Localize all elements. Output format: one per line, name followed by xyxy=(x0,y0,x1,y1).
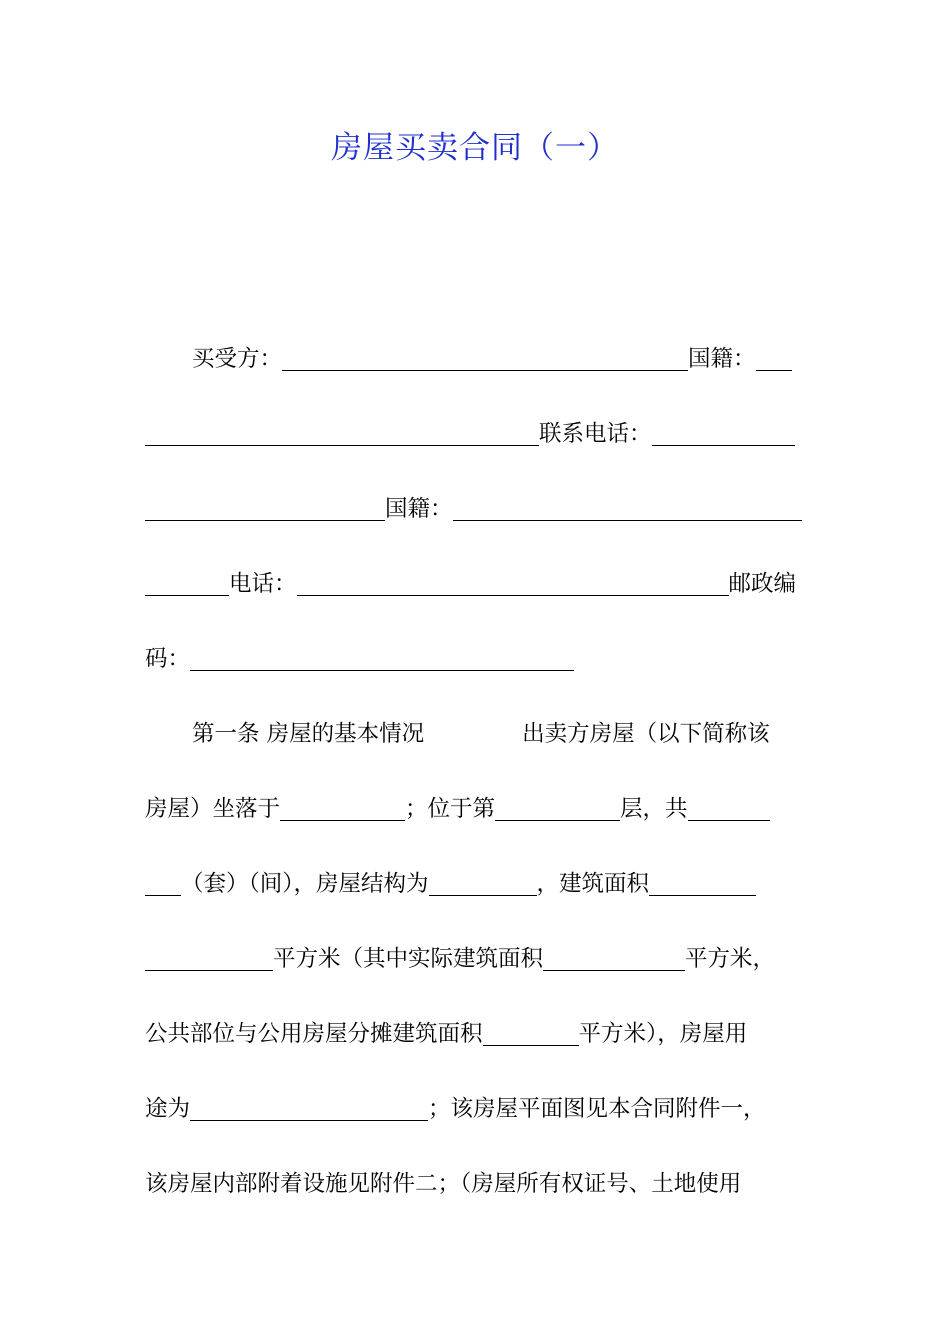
postal-code-line xyxy=(145,639,806,679)
postal-code-blank xyxy=(190,639,574,671)
total-blank xyxy=(688,789,770,821)
article-one-text: 出卖方房屋（以下简称该 xyxy=(522,721,770,747)
postal-label: 邮政编 xyxy=(728,571,797,597)
address-blank xyxy=(145,414,539,446)
phone-blank xyxy=(297,564,729,596)
area-detail-line xyxy=(145,939,806,979)
phone-label: 电话： xyxy=(229,571,297,597)
usage-blank xyxy=(190,1089,428,1121)
shared-area-label: 公共部位与公用房屋分摊建筑面积 xyxy=(145,1021,483,1047)
shared-area-blank xyxy=(483,1014,579,1046)
structure-blank xyxy=(429,864,537,896)
postal-label-end: 码： xyxy=(145,646,191,672)
nationality-line xyxy=(145,489,806,529)
units-blank xyxy=(145,864,181,896)
nationality-blank-2 xyxy=(453,489,802,521)
usage-label-end: 途为 xyxy=(145,1096,191,1122)
seller-name-blank xyxy=(145,489,385,521)
floor-plan-text: ；该房屋平面图见本合同附件一， xyxy=(428,1096,766,1122)
nationality-label: 国籍： xyxy=(688,346,756,372)
area-blank xyxy=(649,864,756,896)
actual-area-label: 平方米（其中实际建筑面积 xyxy=(273,946,544,972)
phone-prefix-blank xyxy=(145,564,229,596)
shared-area-line xyxy=(145,1014,806,1054)
contact-phone-blank xyxy=(652,414,795,446)
phone-line xyxy=(145,564,806,604)
nationality-label-2: 国籍： xyxy=(385,496,453,522)
usage-label: 平方米），房屋用 xyxy=(578,1021,748,1047)
actual-area-blank xyxy=(543,939,685,971)
location-label: 房屋）坐落于 xyxy=(145,796,281,822)
document-title: 房屋买卖合同（一） xyxy=(331,130,619,166)
location-blank xyxy=(280,789,405,821)
buyer-label: 买受方： xyxy=(192,346,283,372)
fixtures-text: 该房屋内部附着设施见附件二；（房屋所有权证号、土地使用 xyxy=(145,1171,742,1197)
article-one-heading: 第一条 房屋的基本情况 xyxy=(192,721,425,747)
article-one-line xyxy=(145,714,806,754)
structure-line xyxy=(145,864,806,904)
nationality-blank xyxy=(756,339,792,371)
buyer-name-blank xyxy=(282,339,688,371)
area-label: ，建筑面积 xyxy=(536,871,650,897)
sqm-label: 平方米， xyxy=(685,946,776,972)
total-label: 层，共 xyxy=(620,796,688,822)
floor-blank xyxy=(495,789,620,821)
contact-phone-line xyxy=(145,414,806,454)
floor-label: ；位于第 xyxy=(405,796,496,822)
location-line xyxy=(145,789,806,829)
fixtures-line xyxy=(145,1164,806,1204)
usage-line xyxy=(145,1089,806,1129)
area-value-blank xyxy=(145,939,273,971)
contact-phone-label: 联系电话： xyxy=(539,421,652,447)
buyer-line xyxy=(145,339,806,379)
structure-label: （套）（间），房屋结构为 xyxy=(181,871,429,897)
